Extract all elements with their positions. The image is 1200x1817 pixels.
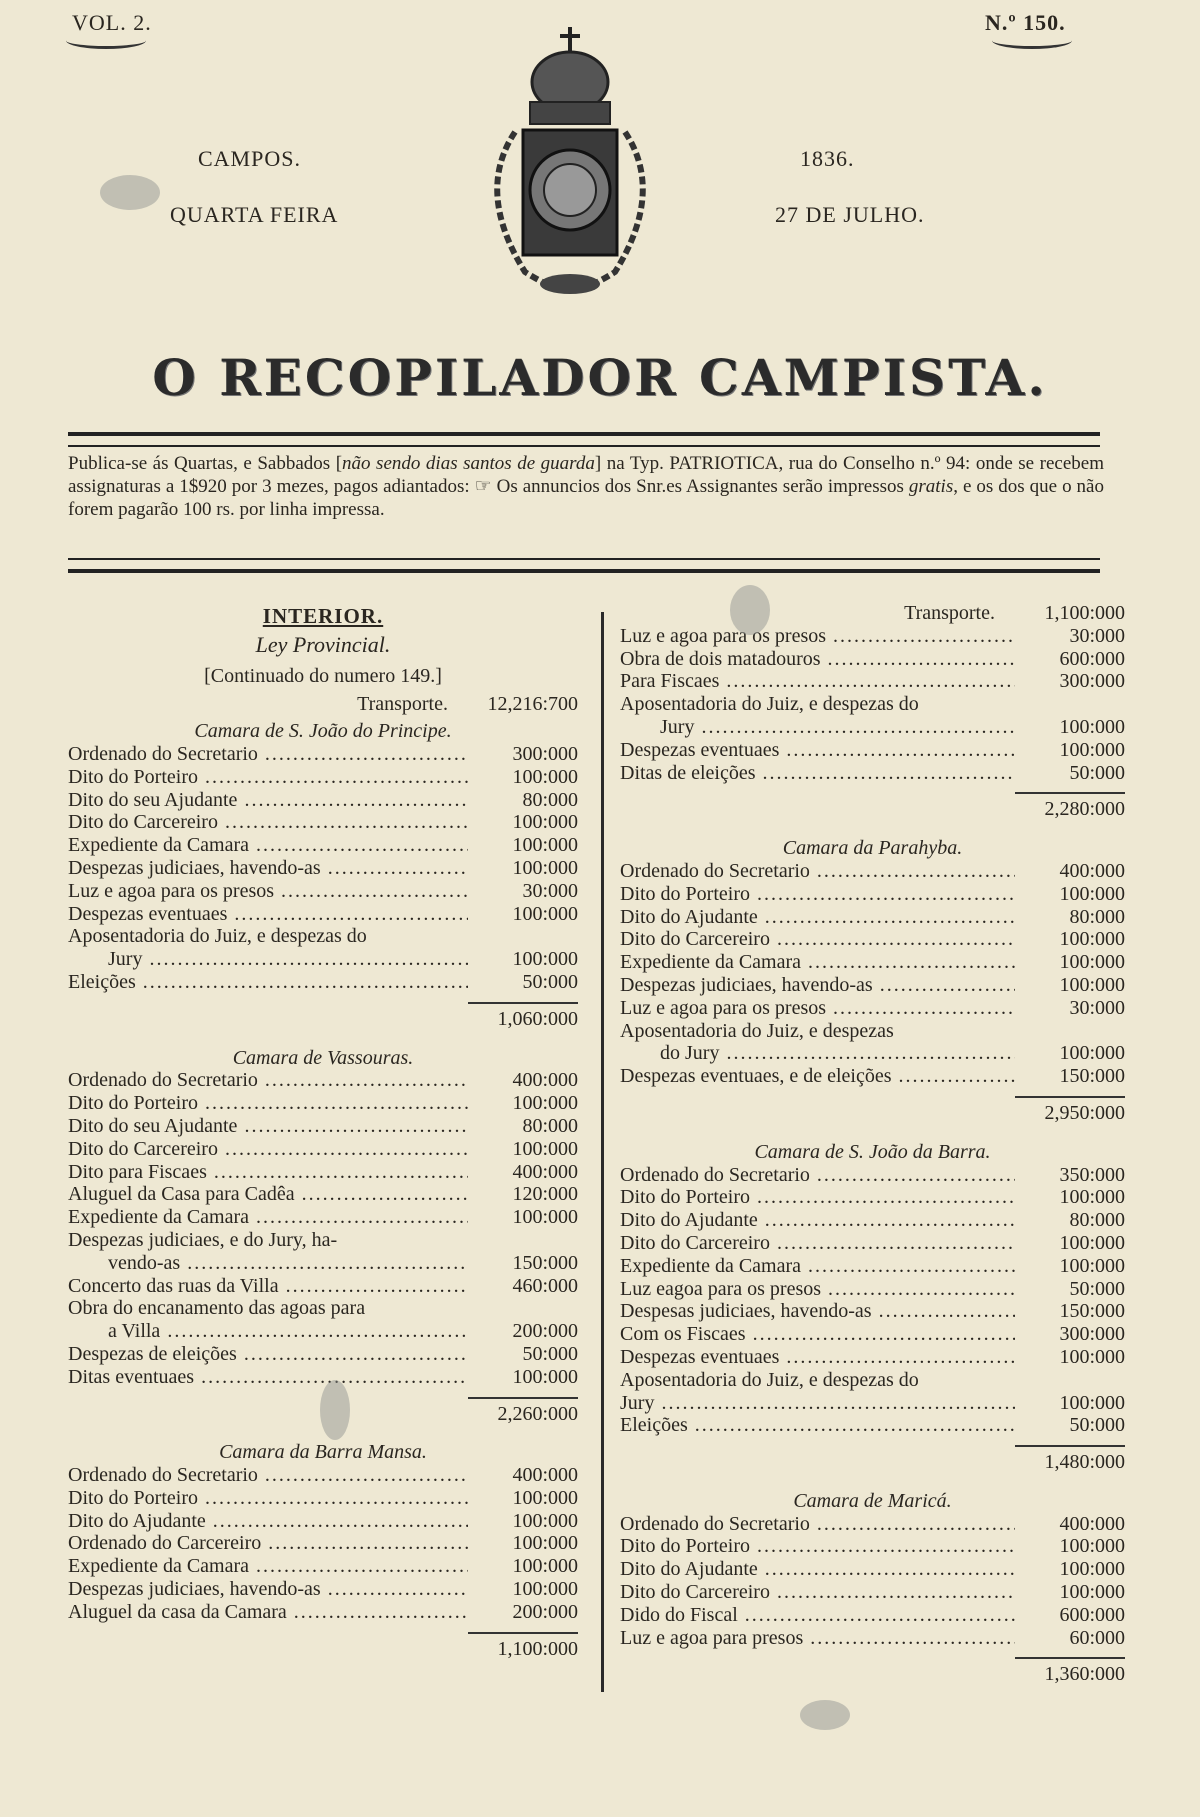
budget-item-value: 300:000: [512, 742, 578, 765]
budget-row: [620, 997, 1125, 1020]
budget-item-value: 100:000: [512, 834, 578, 857]
budget-item-label: Ditas de eleições .....: [620, 762, 1015, 785]
council-heading: Camara de S. João da Barra.: [754, 1140, 991, 1163]
budget-row: [68, 766, 578, 789]
budget-row: [620, 1255, 1125, 1278]
right-column: [620, 602, 1125, 1702]
volume-label: VOL. 2.: [72, 10, 152, 35]
budget-row: [620, 1232, 1125, 1255]
budget-row: [68, 1252, 578, 1275]
budget-item-label: Ditas eventuaes .....: [68, 1366, 468, 1389]
budget-row: [620, 1300, 1125, 1323]
total-rule: [1015, 1445, 1125, 1447]
total-rule: [468, 1397, 578, 1399]
total-rule: [1015, 1657, 1125, 1659]
budget-row: [68, 1343, 578, 1366]
budget-item-label: vendo-as .....: [68, 1252, 468, 1275]
budget-item-value: 100:000: [512, 1578, 578, 1601]
budget-row: [68, 903, 578, 926]
budget-item-label: do Jury .....: [620, 1042, 1015, 1065]
budget-item-value: 60:000: [1069, 1626, 1125, 1649]
budget-row: [620, 1065, 1125, 1088]
budget-item-value: 80:000: [1069, 1209, 1125, 1232]
budget-row: [620, 1535, 1125, 1558]
council-heading: Camara de S. João do Principe.: [194, 720, 452, 743]
budget-item-value: 100:000: [512, 1532, 578, 1555]
stain-mark: [320, 1380, 350, 1440]
budget-item-value: 30:000: [1069, 624, 1125, 647]
budget-row: [620, 1414, 1125, 1437]
section-total: 1,100:000: [497, 1637, 578, 1660]
budget-item-value: 300:000: [1059, 1323, 1125, 1346]
budget-item-value: 400:000: [512, 1160, 578, 1183]
section-total: 1,480:000: [1044, 1451, 1125, 1474]
council-heading: Camara da Parahyba.: [782, 837, 963, 860]
budget-row: [620, 951, 1125, 974]
budget-item-value: 600:000: [1059, 647, 1125, 670]
budget-row: [620, 762, 1125, 785]
budget-item-label: Aposentadoria do Juiz, e despezas do: [620, 693, 919, 716]
budget-row: [68, 1487, 578, 1510]
budget-row: [68, 1138, 578, 1161]
budget-item-value: 30:000: [1069, 996, 1125, 1019]
budget-item-value: 400:000: [512, 1069, 578, 1092]
budget-row: [68, 948, 578, 971]
budget-item-label: Aposentadoria do Juiz, e despezas: [620, 1019, 894, 1042]
city: CAMPOS.: [198, 146, 301, 171]
budget-item-label: Jury .....: [68, 948, 468, 971]
budget-item-label: Dito do Carcereiro .....: [620, 928, 1015, 951]
budget-item-value: 80:000: [1069, 905, 1125, 928]
continued-note: [Continuado do numero 149.]: [204, 664, 442, 687]
budget-item-label: Aposentadoria do Juiz, e despezas do: [68, 925, 367, 948]
section-total: 2,280:000: [1044, 798, 1125, 821]
budget-item-label: Ordenado do Secretario .....: [68, 1069, 468, 1092]
budget-item-label: Despezas eventuaes .....: [620, 1346, 1015, 1369]
budget-item-value: 100:000: [1059, 973, 1125, 996]
budget-item-label: Expediente da Camara .....: [68, 1206, 468, 1229]
budget-item-value: 50:000: [1069, 1414, 1125, 1437]
budget-row: [620, 1513, 1125, 1536]
budget-row: [68, 1510, 578, 1533]
budget-item-label: Dito do seu Ajudante .....: [68, 789, 468, 812]
budget-item-value: 400:000: [1059, 1512, 1125, 1535]
column-divider: [601, 612, 604, 1692]
budget-item-value: 150:000: [1059, 1300, 1125, 1323]
budget-row: [620, 906, 1125, 929]
budget-item-label: Luz e agoa para presos .....: [620, 1627, 1015, 1650]
budget-row: [620, 670, 1125, 693]
budget-item-value: 100:000: [1059, 928, 1125, 951]
budget-item-value: 100:000: [1059, 1535, 1125, 1558]
budget-row: [68, 880, 578, 903]
budget-row: [620, 860, 1125, 883]
budget-item-value: 100:000: [512, 1555, 578, 1578]
ornament-swash: [66, 32, 146, 49]
budget-row: [620, 625, 1125, 648]
budget-item-value: 100:000: [512, 948, 578, 971]
budget-item-label: Despezas eventuaes .....: [620, 739, 1015, 762]
budget-item-value: 200:000: [512, 1320, 578, 1343]
budget-item-value: 100:000: [512, 1486, 578, 1509]
stain-mark: [730, 585, 770, 635]
budget-item-value: 100:000: [1059, 951, 1125, 974]
budget-item-value: 50:000: [522, 970, 578, 993]
date: 27 DE JULHO.: [775, 202, 925, 227]
budget-item-value: 100:000: [512, 1509, 578, 1532]
budget-row: [620, 648, 1125, 671]
budget-item-value: 100:000: [512, 1092, 578, 1115]
budget-item-label: Dito do Porteiro .....: [68, 1092, 468, 1115]
transport-row: Transporte. 12,216:700: [357, 693, 578, 716]
budget-item-label: Dito para Fiscaes .....: [68, 1161, 468, 1184]
budget-row: [620, 1627, 1125, 1650]
budget-row: [68, 925, 578, 948]
budget-row: [68, 1601, 578, 1624]
budget-item-label: Ordenado do Secretario .....: [68, 1464, 468, 1487]
budget-item-label: Luz e agoa para os presos .....: [68, 880, 468, 903]
budget-row: [68, 1555, 578, 1578]
budget-row: [68, 1115, 578, 1138]
budget-item-value: 100:000: [1059, 1042, 1125, 1065]
budget-row: [620, 974, 1125, 997]
budget-item-value: 50:000: [1069, 761, 1125, 784]
budget-item-label: Dito do Porteiro .....: [620, 883, 1015, 906]
budget-row: [68, 1092, 578, 1115]
budget-item-label: Dito do seu Ajudante .....: [68, 1115, 468, 1138]
budget-item-value: 100:000: [1059, 1254, 1125, 1277]
budget-item-label: Dito do Ajudante .....: [68, 1510, 468, 1533]
publication-notice: Publica-se ás Quartas, e Sabbados [não sendo dias santos de guarda] na Typ. PATRIOTICA, rua do Conselho n.º 94: onde se recebem assignaturas a 1$920 por 3 mezes, pagos adiantados: ☞ Os annuncios dos Snr.es Assignantes serão impressos gratis, e os dos que o não forem pagarão 100 rs. por linha impressa.: [68, 453, 1104, 520]
budget-row: [620, 1278, 1125, 1301]
budget-item-label: Expediente da Camara .....: [620, 951, 1015, 974]
budget-item-value: 300:000: [1059, 670, 1125, 693]
budget-item-label: Dito do Carcereiro .....: [68, 1138, 468, 1161]
budget-item-value: 80:000: [522, 1114, 578, 1137]
budget-row: [620, 1020, 1125, 1043]
budget-item-value: 120:000: [512, 1183, 578, 1206]
budget-row: [620, 693, 1125, 716]
budget-item-label: Jury .....: [620, 716, 1015, 739]
law-title: Ley Provincial.: [255, 631, 391, 657]
budget-row: [68, 1532, 578, 1555]
budget-item-label: Luz e agoa para os presos .....: [620, 997, 1015, 1020]
section-total: 1,360:000: [1044, 1663, 1125, 1686]
budget-row: [68, 743, 578, 766]
budget-item-label: Expediente da Camara .....: [68, 834, 468, 857]
budget-row: [68, 1069, 578, 1092]
budget-item-value: 350:000: [1059, 1163, 1125, 1186]
budget-item-label: Dito do Ajudante .....: [620, 1558, 1015, 1581]
budget-item-label: Dito do Porteiro .....: [68, 766, 468, 789]
budget-item-value: 100:000: [512, 1365, 578, 1388]
budget-row: [620, 1604, 1125, 1627]
budget-item-label: Aluguel da Casa para Cadêa .....: [68, 1183, 468, 1206]
issue-number: N.º 150.: [985, 10, 1066, 35]
budget-item-value: 100:000: [1059, 738, 1125, 761]
budget-item-label: a Villa .....: [68, 1320, 468, 1343]
budget-item-value: 100:000: [1059, 1581, 1125, 1604]
total-rule: [1015, 792, 1125, 794]
budget-item-value: 150:000: [1059, 1065, 1125, 1088]
budget-item-label: Aposentadoria do Juiz, e despezas do: [620, 1368, 919, 1391]
year: 1836.: [800, 146, 855, 171]
budget-row: [68, 1297, 578, 1320]
budget-item-value: 100:000: [512, 765, 578, 788]
budget-row: [68, 1229, 578, 1252]
budget-item-label: Expediente da Camara .....: [68, 1555, 468, 1578]
budget-item-label: Dito do Ajudante .....: [620, 1209, 1015, 1232]
budget-item-label: Ordenado do Secretario .....: [620, 860, 1015, 883]
budget-item-label: Eleições .....: [68, 971, 468, 994]
budget-item-label: Obra do encanamento das agoas para: [68, 1297, 366, 1320]
budget-item-label: Despezas judiciaes, havendo-as .....: [68, 857, 468, 880]
budget-item-label: Para Fiscaes .....: [620, 670, 1015, 693]
total-rule: [1015, 1096, 1125, 1098]
budget-item-value: 100:000: [1059, 1391, 1125, 1414]
budget-item-value: 50:000: [522, 1342, 578, 1365]
divider-rule: [68, 432, 1100, 447]
budget-row: [620, 1558, 1125, 1581]
council-heading: Camara de Maricá.: [793, 1489, 952, 1512]
budget-item-value: 100:000: [512, 1137, 578, 1160]
budget-row: [68, 1366, 578, 1389]
section-total: 1,060:000: [497, 1007, 578, 1030]
budget-row: [68, 1578, 578, 1601]
budget-item-value: 100:000: [512, 811, 578, 834]
budget-row: [620, 1164, 1125, 1187]
budget-row: [68, 811, 578, 834]
stain-mark: [800, 1700, 850, 1730]
budget-item-value: 30:000: [522, 879, 578, 902]
budget-item-value: 100:000: [1059, 715, 1125, 738]
budget-row: [620, 1346, 1125, 1369]
budget-row: [68, 1206, 578, 1229]
budget-item-label: Dido do Fiscal .....: [620, 1604, 1015, 1627]
budget-row: [620, 1186, 1125, 1209]
budget-item-label: Aluguel da casa da Camara .....: [68, 1601, 468, 1624]
total-rule: [468, 1002, 578, 1004]
newspaper-title: O RECOPILADOR CAMPISTA.: [152, 348, 1048, 407]
weekday: QUARTA FEIRA: [170, 202, 339, 227]
budget-item-value: 100:000: [1059, 1345, 1125, 1368]
budget-row: [620, 1209, 1125, 1232]
budget-item-label: Jury .....: [620, 1392, 1015, 1415]
budget-row: [620, 928, 1125, 951]
budget-row: [620, 1323, 1125, 1346]
budget-row: [68, 789, 578, 812]
budget-item-value: 100:000: [512, 1206, 578, 1229]
budget-row: [68, 1320, 578, 1343]
budget-row: [68, 857, 578, 880]
budget-row: [620, 883, 1125, 906]
budget-item-label: Ordenado do Carcereiro .....: [68, 1532, 468, 1555]
budget-item-value: 200:000: [512, 1600, 578, 1623]
budget-item-label: Concerto das ruas da Villa .....: [68, 1275, 468, 1298]
budget-row: [68, 1275, 578, 1298]
budget-item-value: 460:000: [512, 1274, 578, 1297]
budget-item-label: Luz e agoa para os presos .....: [620, 625, 1015, 648]
budget-item-label: Dito do Carcereiro .....: [620, 1232, 1015, 1255]
stain-mark: [100, 175, 160, 210]
council-heading: Camara de Vassouras.: [232, 1046, 414, 1069]
budget-item-value: 100:000: [1059, 1186, 1125, 1209]
budget-item-label: Despezas judiciaes, e do Jury, ha-: [68, 1228, 338, 1251]
budget-row: [68, 1183, 578, 1206]
budget-item-label: Expediente da Camara .....: [620, 1255, 1015, 1278]
budget-item-label: Dito do Carcereiro .....: [68, 811, 468, 834]
section-total: 2,950:000: [1044, 1101, 1125, 1124]
budget-item-label: Dito do Porteiro .....: [620, 1186, 1015, 1209]
budget-item-value: 600:000: [1059, 1603, 1125, 1626]
budget-item-label: Dito do Ajudante .....: [620, 906, 1015, 929]
budget-item-label: Ordenado do Secretario .....: [68, 743, 468, 766]
budget-item-label: Dito do Porteiro .....: [620, 1535, 1015, 1558]
budget-item-value: 150:000: [512, 1251, 578, 1274]
budget-row: [68, 834, 578, 857]
budget-item-value: 100:000: [1059, 1558, 1125, 1581]
budget-item-label: Luz eagoa para os presos .....: [620, 1278, 1015, 1301]
budget-row: [68, 971, 578, 994]
budget-row: [620, 1581, 1125, 1604]
budget-item-label: Com os Fiscaes .....: [620, 1323, 1015, 1346]
budget-item-label: Ordenado do Secretario .....: [620, 1513, 1015, 1536]
budget-row: [620, 739, 1125, 762]
transport-row: Transporte. 1,100:000: [904, 602, 1125, 624]
budget-item-label: Despezas judiciaes, havendo-as .....: [620, 974, 1015, 997]
budget-item-label: Ordenado do Secretario .....: [620, 1164, 1015, 1187]
ornament-swash: [992, 32, 1072, 49]
budget-item-label: Dito do Carcereiro .....: [620, 1581, 1015, 1604]
budget-item-value: 80:000: [522, 788, 578, 811]
left-column: [68, 605, 578, 1676]
budget-item-label: Eleições .....: [620, 1414, 1015, 1437]
budget-item-value: 400:000: [512, 1464, 578, 1487]
budget-row: [620, 716, 1125, 739]
divider-rule: [68, 558, 1100, 573]
budget-item-value: 400:000: [1059, 859, 1125, 882]
budget-row: [68, 1464, 578, 1487]
budget-row: [68, 1161, 578, 1184]
section-heading: INTERIOR.: [262, 604, 384, 628]
section-total: 2,260:000: [497, 1402, 578, 1425]
total-rule: [468, 1632, 578, 1634]
budget-item-label: Despesas judiciaes, havendo-as .....: [620, 1300, 1015, 1323]
budget-item-label: Despezas eventuaes .....: [68, 903, 468, 926]
council-heading: Camara da Barra Mansa.: [219, 1441, 427, 1464]
budget-row: [620, 1042, 1125, 1065]
budget-item-value: 50:000: [1069, 1277, 1125, 1300]
budget-row: [620, 1369, 1125, 1392]
coat-of-arms-icon: [455, 22, 685, 322]
budget-item-value: 100:000: [1059, 882, 1125, 905]
budget-item-label: Dito do Porteiro .....: [68, 1487, 468, 1510]
budget-item-label: Obra de dois matadouros .....: [620, 648, 1015, 671]
budget-item-label: Despezas judiciaes, havendo-as .....: [68, 1578, 468, 1601]
budget-item-value: 100:000: [1059, 1231, 1125, 1254]
budget-item-label: Despezas eventuaes, e de eleições .....: [620, 1065, 1015, 1088]
budget-item-label: Despezas de eleições .....: [68, 1343, 468, 1366]
budget-item-value: 100:000: [512, 856, 578, 879]
budget-item-value: 100:000: [512, 902, 578, 925]
budget-row: [620, 1392, 1125, 1415]
